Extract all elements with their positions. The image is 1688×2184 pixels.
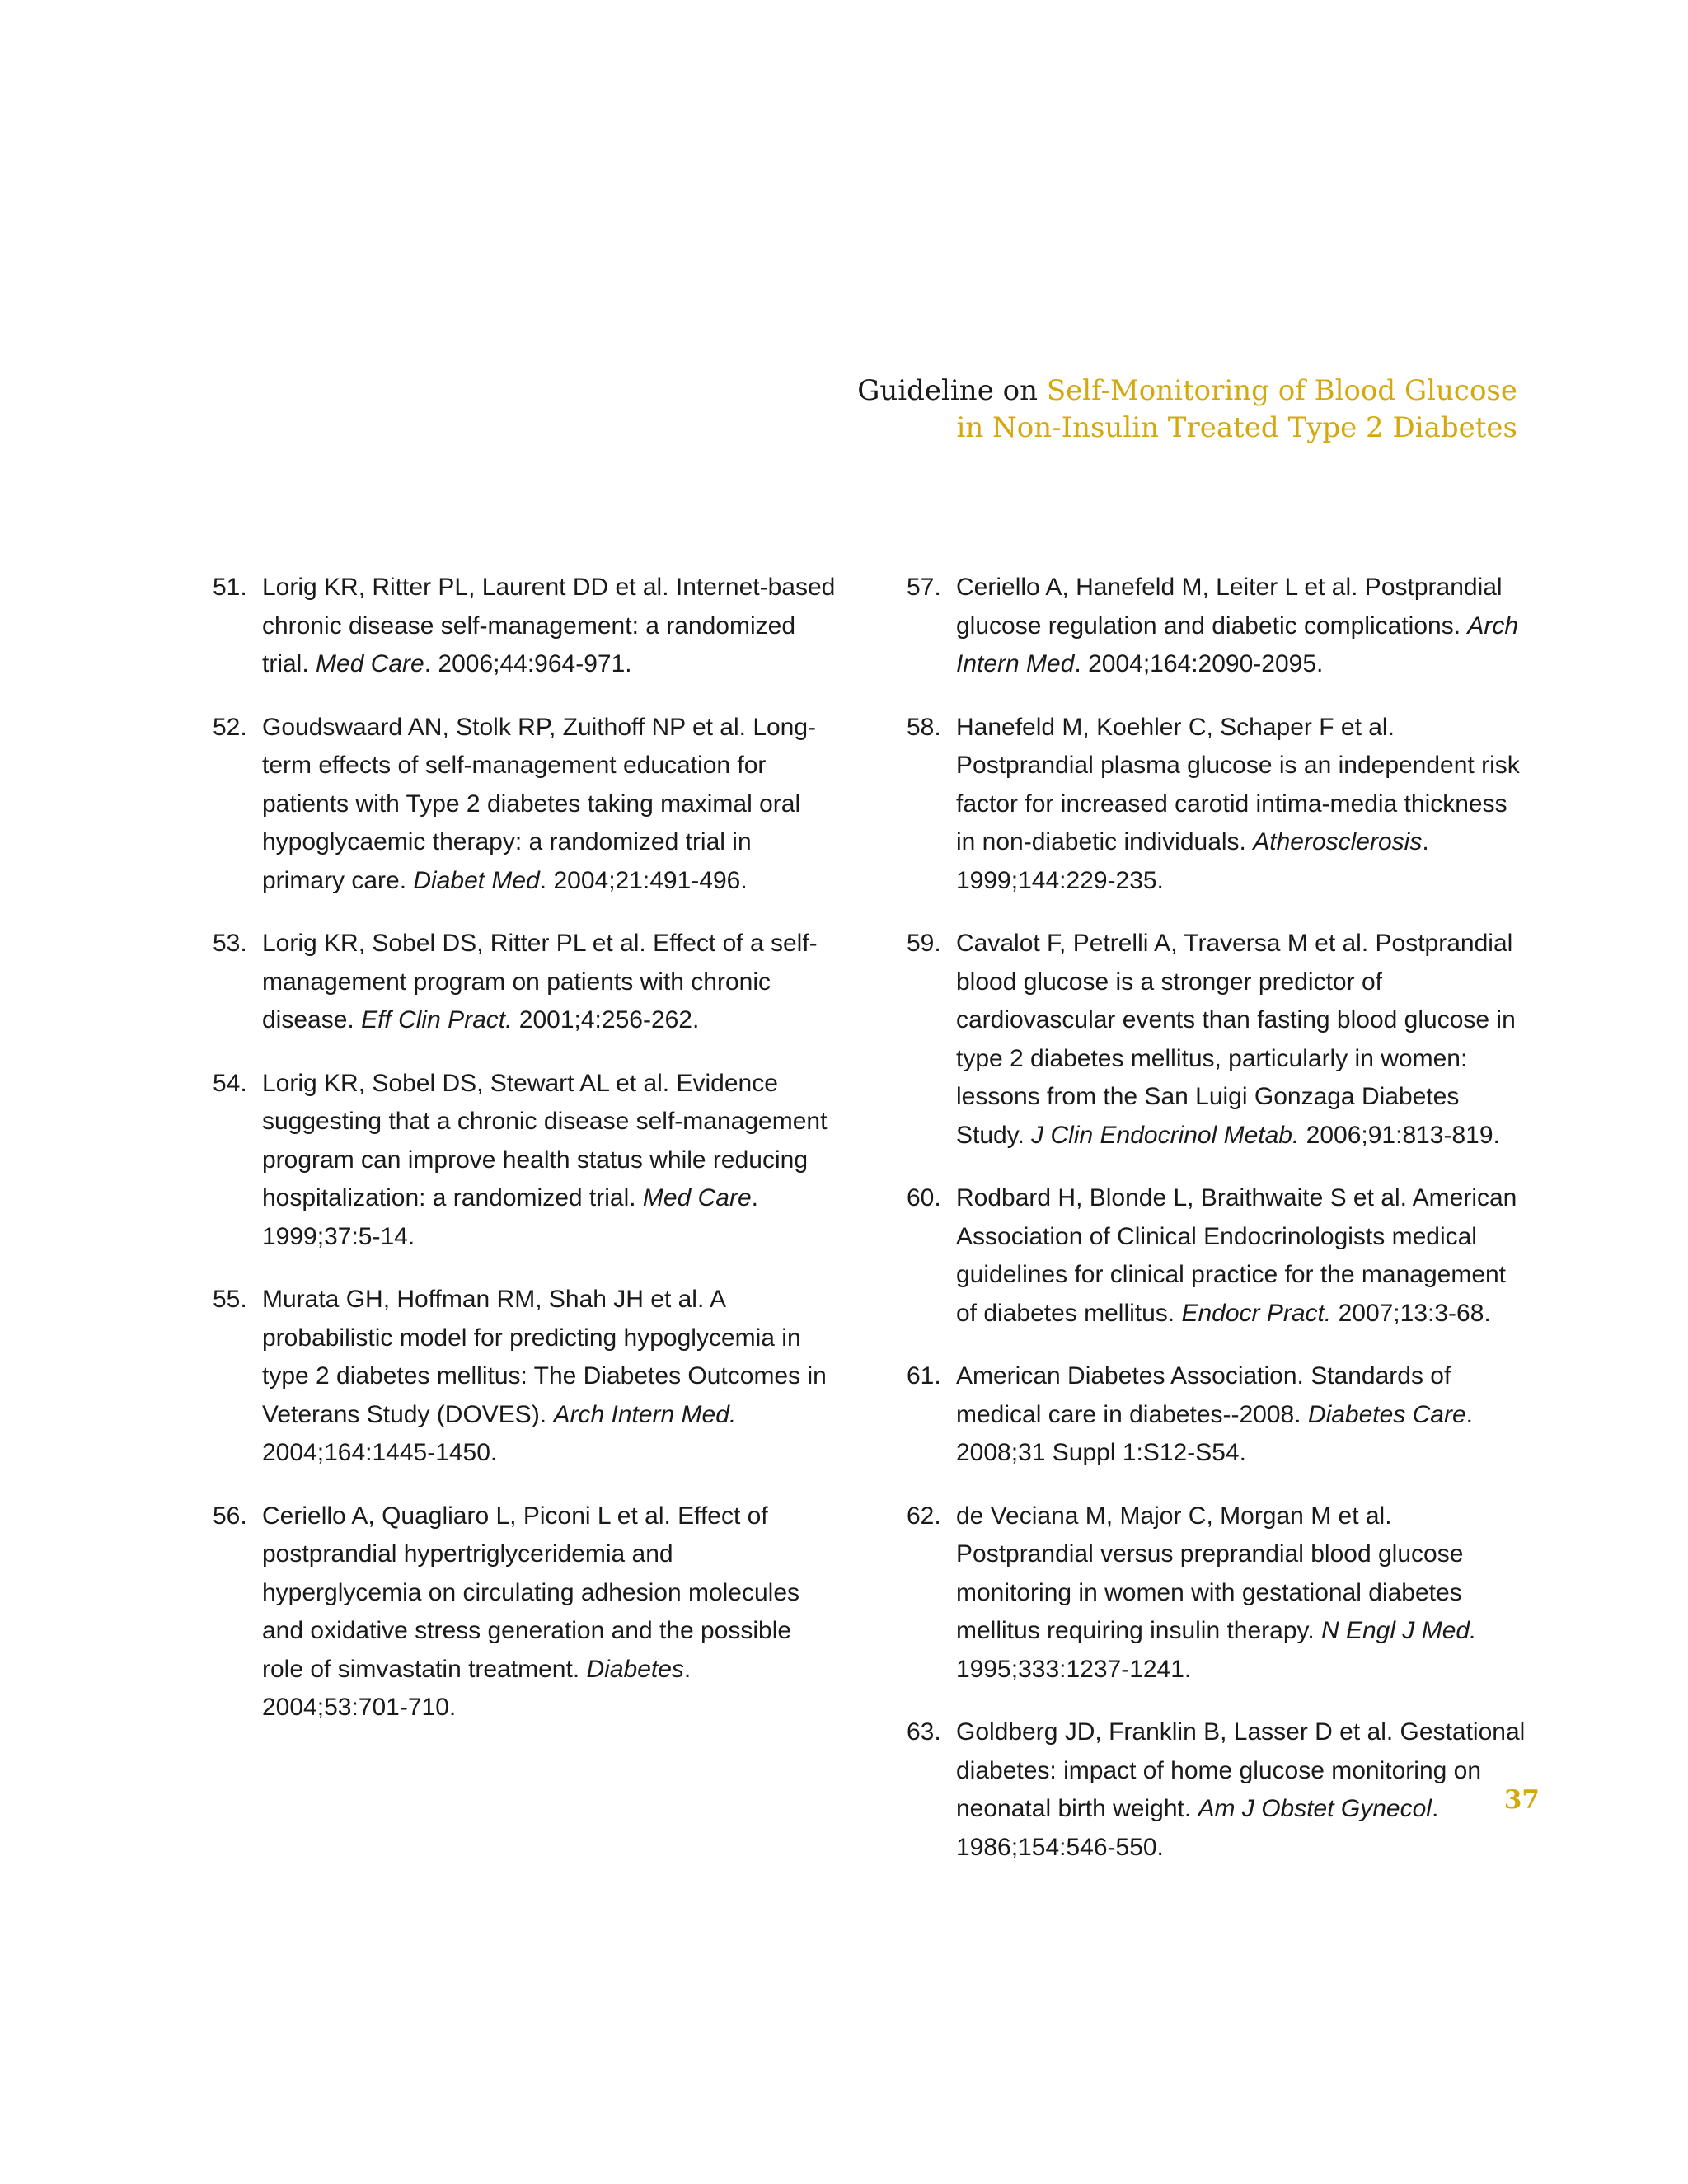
reference-text: Hanefeld M, Koehler C, Schaper F et al. Postprandial plasma glucose is an independent risk factor for increased carotid intima-media thickness in non-diabetic individuals. [956,713,1520,855]
reference-journal: Diabetes [586,1655,684,1683]
reference-text: Goudswaard AN, Stolk RP, Zuithoff NP et al. Long-term effects of self-management education for patients with Type 2 diabetes taking maximal oral hypoglycaemic therapy: a randomized trial in primary care. [262,713,817,894]
reference-citation: . 2004;21:491-496. [539,866,748,894]
reference-journal: J Clin Endocrinol Metab. [1031,1121,1300,1149]
references-left-column [213,569,839,1752]
reference-journal: Am J Obstet Gynecol [1198,1795,1432,1822]
reference-item [213,1497,839,1727]
reference-number: 53. [213,930,247,957]
reference-item [907,709,1533,901]
reference-citation: . 2008;31 Suppl 1:S12-S54. [956,1400,1474,1466]
reference-text: de Veciana M, Major C, Morgan M et al. Postprandial versus preprandial blood glucose monitoring in women with gestational diabetes mellitus requiring insulin therapy. [956,1502,1464,1644]
reference-citation: . 1999;144:229-235. [956,828,1429,894]
reference-journal: Arch Intern Med [956,612,1519,677]
reference-item [907,1713,1533,1867]
reference-journal: Med Care [316,650,424,677]
reference-number: 55. [213,1286,247,1313]
reference-journal: Diabet Med [413,866,540,894]
reference-number: 57. [907,574,941,601]
reference-item [213,1281,839,1473]
reference-number: 63. [907,1718,941,1746]
reference-item [213,1065,839,1257]
reference-journal: Med Care [642,1184,752,1212]
reference-number: 52. [213,713,247,741]
reference-citation: 2007;13:3-68. [1331,1299,1491,1327]
reference-citation: . 2004;164:2090-2095. [1074,650,1324,677]
header-accent-line-1: Self-Monitoring of Blood Glucose [1046,374,1517,407]
reference-number: 58. [907,713,941,741]
page-header [611,373,1517,447]
reference-citation: . 1999;37:5-14. [262,1184,758,1250]
reference-number: 54. [213,1069,247,1097]
reference-text: Lorig KR, Sobel DS, Ritter PL et al. Effect of a self-management program on patients with chronic disease. [262,930,818,1033]
header-lead: Guideline on [857,374,1038,407]
reference-text: American Diabetes Association. Standards of medical care in diabetes--2008. [956,1362,1451,1428]
reference-citation: 1995;333:1237-1241. [956,1655,1192,1683]
page-number: 37 [1503,1785,1540,1815]
reference-item [213,925,839,1040]
reference-number: 62. [907,1502,941,1530]
reference-journal: Endocr Pract. [1181,1299,1332,1327]
reference-item [907,1179,1533,1333]
header-line-1 [611,373,1517,410]
reference-text: Ceriello A, Quagliaro L, Piconi L et al. Effect of postprandial hypertriglyceridemia and hyperglycemia on circulating adhesion molecules and oxidative stress generation and the possible role of simvastatin treatment. [262,1502,800,1683]
reference-item [213,709,839,901]
reference-text: Goldberg JD, Franklin B, Lasser D et al. Gestational diabetes: impact of home glucose monitoring on neonatal birth weight. [956,1718,1526,1822]
reference-number: 61. [907,1362,941,1390]
reference-text: Cavalot F, Petrelli A, Traversa M et al. Postprandial blood glucose is a stronger predictor of cardiovascular events than fasting blood glucose in type 2 diabetes mellitus, particularly in women: lessons from the San Luigi Gonzaga Diabetes Study. [956,930,1516,1149]
references-right-column [907,569,1533,1891]
reference-item [907,569,1533,684]
reference-citation: . 2006;44:964-971. [424,650,632,677]
reference-text: Lorig KR, Ritter PL, Laurent DD et al. Internet-based chronic disease self-management: a randomized trial. [262,574,836,677]
reference-number: 60. [907,1184,941,1212]
reference-item [907,1497,1533,1690]
reference-item [213,569,839,684]
reference-text: Murata GH, Hoffman RM, Shah JH et al. A probabilistic model for predicting hypoglycemia in type 2 diabetes mellitus: The Diabetes Outcomes in Veterans Study (DOVES). [262,1286,827,1428]
reference-citation: 2006;91:813-819. [1299,1121,1500,1149]
reference-citation: . 1986;154:546-550. [956,1795,1439,1861]
reference-text: Lorig KR, Sobel DS, Stewart AL et al. Evidence suggesting that a chronic disease self-management program can improve health status while reducing hospitalization: a randomized trial. [262,1069,828,1212]
reference-number: 51. [213,574,247,601]
reference-journal: Eff Clin Pract. [361,1006,513,1033]
reference-journal: Atherosclerosis [1253,828,1423,855]
reference-journal: Diabetes Care [1307,1400,1466,1428]
reference-journal: Arch Intern Med. [553,1400,737,1428]
reference-citation: . 2004;53:701-710. [262,1655,692,1721]
reference-item [907,925,1533,1155]
reference-journal: N Engl J Med. [1320,1617,1477,1644]
reference-text: Ceriello A, Hanefeld M, Leiter L et al. Postprandial glucose regulation and diabetic complications. [956,574,1503,640]
reference-citation: 2001;4:256-262. [512,1006,700,1033]
reference-number: 59. [907,930,941,957]
reference-number: 56. [213,1502,247,1530]
header-accent-line-2: in Non-Insulin Treated Type 2 Diabetes [956,411,1517,444]
reference-citation: 2004;164:1445-1450. [262,1439,498,1466]
reference-text: Rodbard H, Blonde L, Braithwaite S et al. American Association of Clinical Endocrinologists medical guidelines for clinical practice for the management of diabetes mellitus. [956,1184,1517,1327]
reference-item [907,1357,1533,1473]
